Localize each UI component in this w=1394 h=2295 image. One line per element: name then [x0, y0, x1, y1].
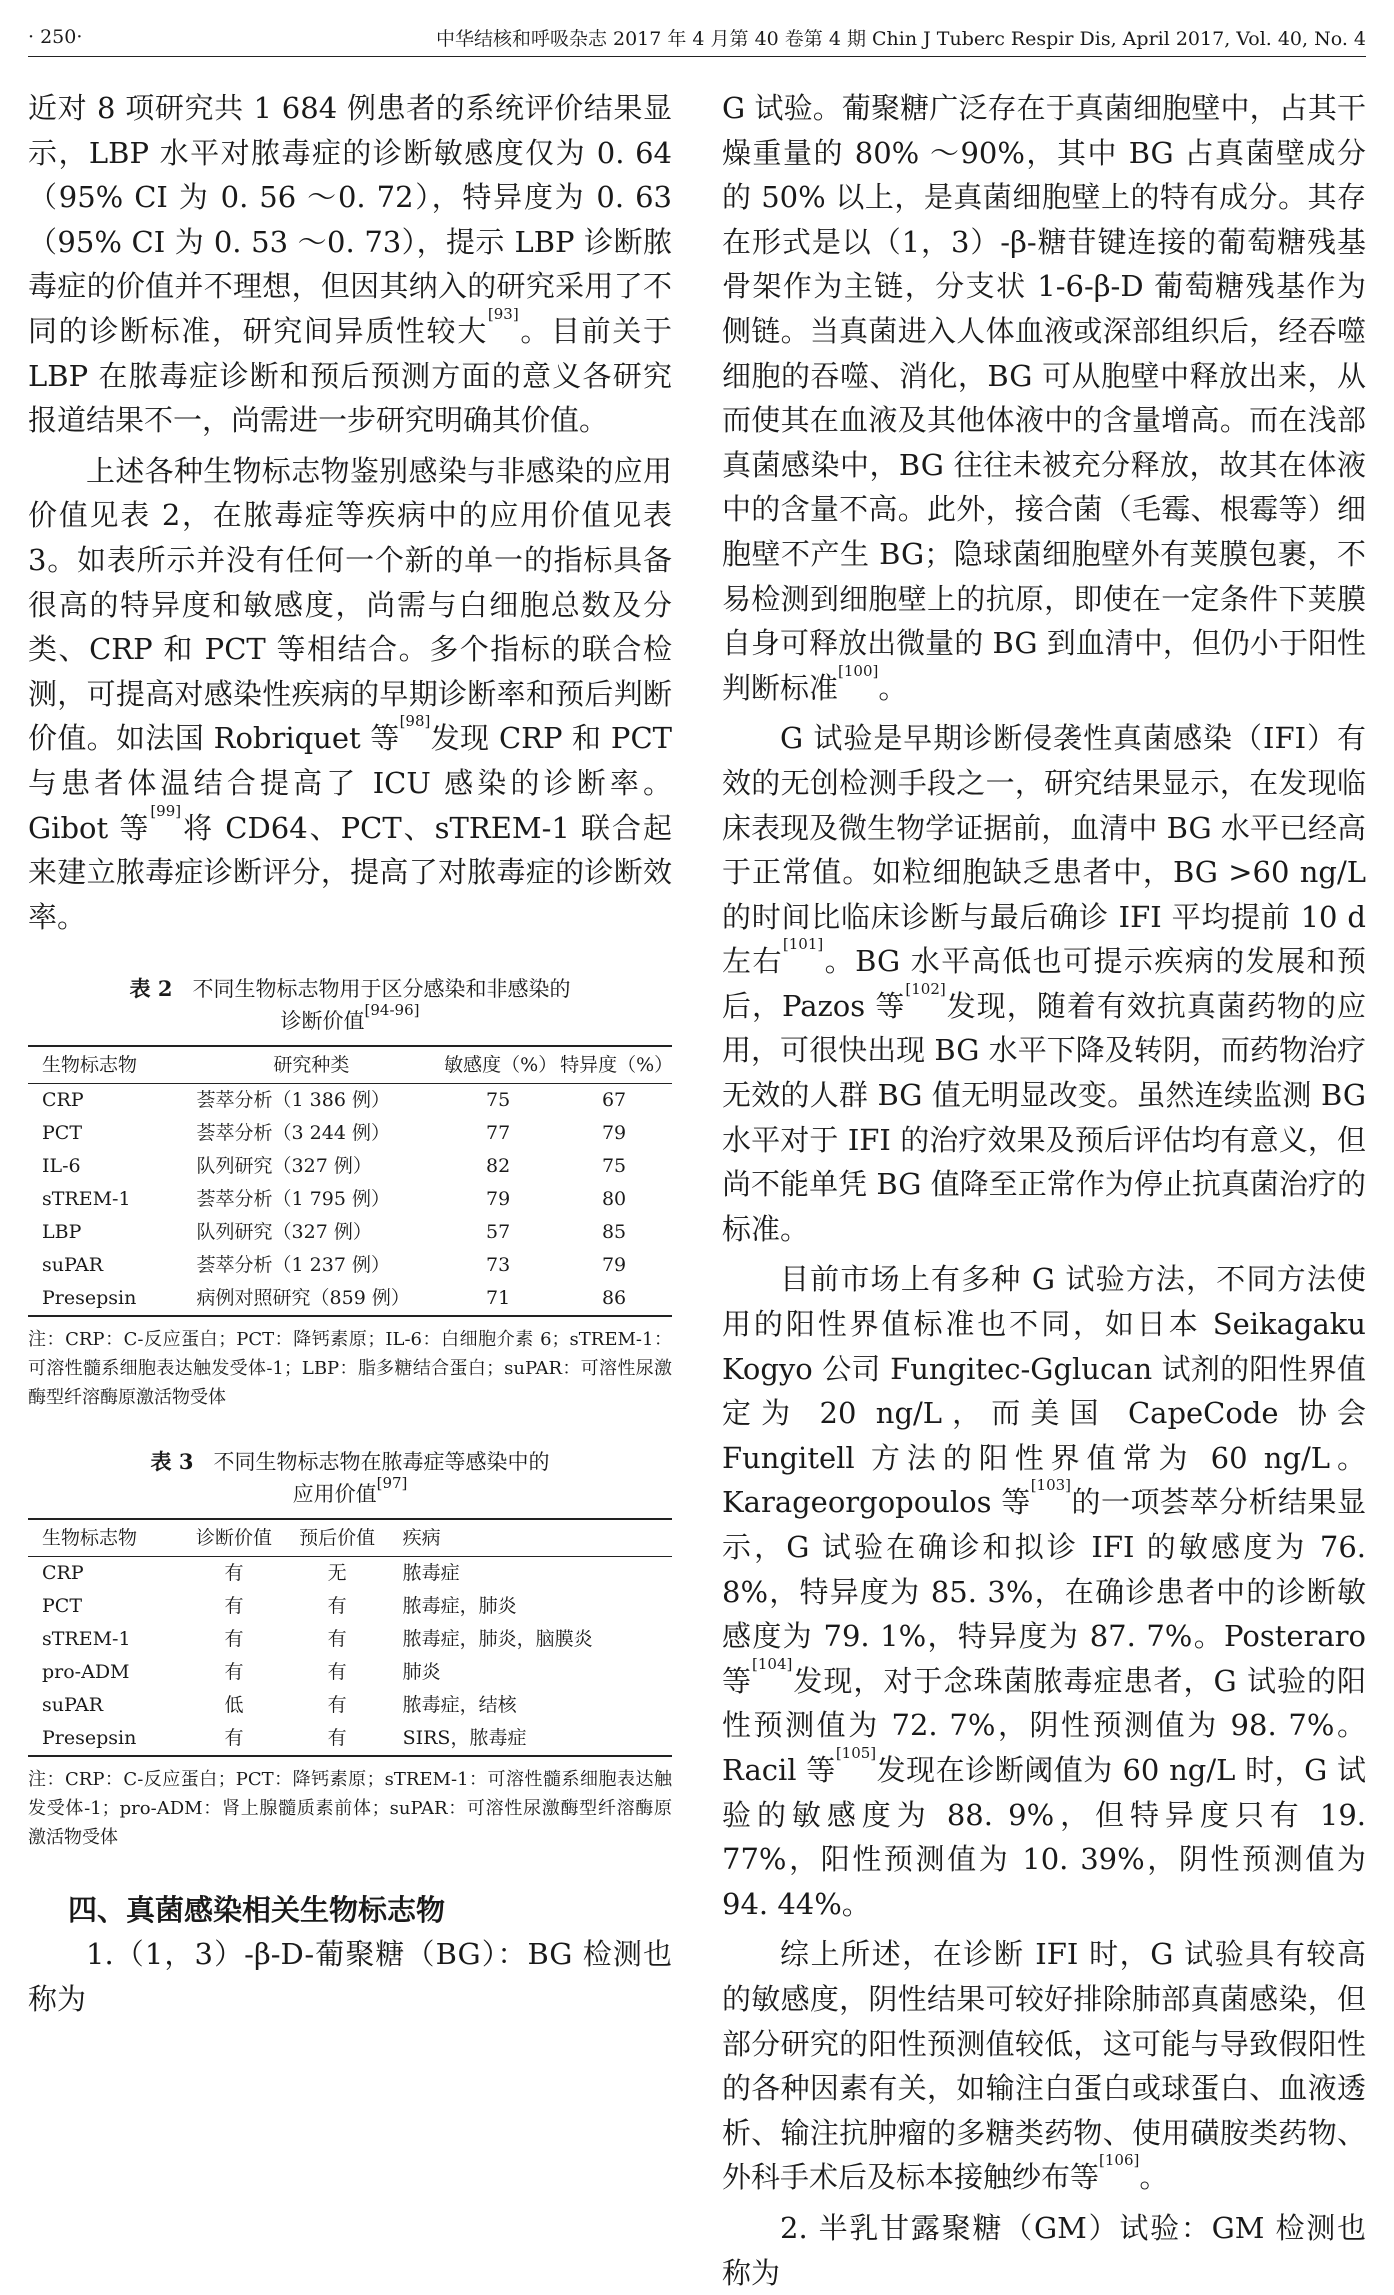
- table-cell: PCT: [42, 1122, 82, 1145]
- table-row: [28, 1183, 672, 1216]
- table-row: [28, 1249, 672, 1282]
- page-number: · 250·: [28, 26, 83, 48]
- citation-ref[interactable]: [99]: [150, 801, 182, 820]
- table-cell: 脓毒症，肺炎: [402, 1595, 517, 1618]
- table2-caption: [28, 973, 672, 1037]
- citation-ref[interactable]: [93]: [487, 304, 519, 323]
- table-row: [28, 1590, 672, 1623]
- table-cell: sTREM-1: [42, 1188, 131, 1211]
- table-cell: 79: [601, 1254, 627, 1277]
- citation-ref[interactable]: [94-96]: [364, 1001, 420, 1020]
- column-header: 敏感度（%）: [440, 1046, 556, 1084]
- table-cell: CRP: [42, 1089, 84, 1112]
- table2-label: 表 2: [129, 976, 173, 1002]
- table-row: [28, 1557, 672, 1591]
- table-cell: 85: [601, 1221, 627, 1244]
- table-row: [28, 1282, 672, 1316]
- table3-title: 不同生物标志物在脓毒症等感染中的: [213, 1450, 550, 1475]
- left-column: [28, 86, 672, 2021]
- table-cell: 荟萃分析（1 795 例）: [196, 1188, 390, 1211]
- table2-title-cont: 诊断价值: [280, 1009, 365, 1034]
- table-cell: 荟萃分析（1 237 例）: [196, 1254, 390, 1277]
- table2-title: 不同生物标志物用于区分感染和非感染的: [192, 977, 571, 1002]
- table-cell: 有: [327, 1628, 347, 1651]
- table-cell: 57: [486, 1221, 511, 1244]
- table-cell: 队列研究（327 例）: [196, 1155, 372, 1178]
- column-header: 疾病: [389, 1519, 672, 1557]
- table-cell: sTREM-1: [42, 1628, 131, 1651]
- table-row: [28, 1689, 672, 1722]
- table-cell: 79: [486, 1188, 511, 1211]
- table-cell: 有: [224, 1562, 244, 1585]
- journal-citation: 中华结核和呼吸杂志 2017 年 4 月第 40 卷第 4 期 Chin J Tuberc Respir Dis, April 2017, Vol. 40, No. 4: [435, 27, 1366, 50]
- paragraph: 上述各种生物标志物鉴别感染与非感染的应用价值见表 2，在脓毒症等疾病中的应用价值见表 3。如表所示并没有任何一个新的单一的指标具备很高的特异度和敏感度，尚需与白细胞总数及分类、CRP 和 PCT 等相结合。多个指标的联合检测，可提高对感染性疾病的早期诊断率和预后判断价值。如法国 Robriquet 等[98]发现 CRP 和 PCT 与患者体温结合提高了 ICU 感染的诊断率。Gibot 等[99]将 CD64、PCT、sTREM-1 联合起来建立脓毒症诊断评分，提高了对脓毒症的诊断效率。: [28, 453, 673, 934]
- table-cell: 73: [486, 1254, 511, 1277]
- paragraph: 1.（1，3）-β-D-葡聚糖（BG）：BG 检测也称为: [28, 1937, 672, 2016]
- table-cell: 86: [556, 1282, 672, 1316]
- citation-ref[interactable]: [97]: [376, 1474, 408, 1493]
- paragraph: 2. 半乳甘露聚糖（GM）试验：GM 检测也称为: [722, 2210, 1366, 2290]
- citation-ref[interactable]: [103]: [1030, 1476, 1072, 1495]
- table-cell: 有: [327, 1694, 347, 1717]
- table-cell: Presepsin: [28, 1722, 183, 1756]
- table3-label: 表 3: [150, 1449, 194, 1475]
- paragraph: G 试验。葡聚糖广泛存在于真菌细胞壁中，占其干燥重量的 80% ～90%，其中 BG 占真菌壁成分的 50% 以上，是真菌细胞壁上的特有成分。其存在形式是以（1，3）-β-糖苷键连接的葡萄糖残基骨架作为主链，分支状 1-6-β-D 葡萄糖残基作为侧链。当真菌进入人体血液或深部组织后，经吞噬细胞的吞噬、消化，BG 可从胞壁中释放出来，从而使其在血液及其他体液中的含量增高。而在浅部真菌感染中，BG 往往未被充分释放，故其在体液中的含量不高。此外，接合菌（毛霉、根霉等）细胞壁不产生 BG；隐球菌细胞壁外有荚膜包裹，不易检测到细胞壁上的抗原，即使在一定条件下荚膜自身可释放出微量的 BG 到血清中，但仍小于阳性判断标准[100]。: [722, 91, 1366, 705]
- table-cell: 75: [486, 1089, 511, 1112]
- table-cell: 77: [486, 1122, 511, 1145]
- table3: [28, 1518, 672, 1757]
- table-header-row: [28, 1046, 672, 1084]
- right-column: [722, 86, 1366, 2295]
- table-cell: 82: [486, 1155, 511, 1178]
- citation-ref[interactable]: [101]: [782, 935, 824, 954]
- table3-caption: [28, 1446, 672, 1510]
- table-cell: PCT: [42, 1595, 82, 1618]
- table-cell: 有: [327, 1595, 347, 1618]
- citation-ref[interactable]: [102]: [905, 979, 946, 998]
- table-cell: 脓毒症，结核: [402, 1694, 517, 1717]
- paragraph: 近对 8 项研究共 1 684 例患者的系统评价结果显示，LBP 水平对脓毒症的诊断敏感度仅为 0. 64（95% CI 为 0. 56 ～0. 72），特异度为 0. 63（95% CI 为 0. 53 ～0. 73），提示 LBP 诊断脓毒症的价值并不理想，但因其纳入的研究采用了不同的诊断标准，研究间异质性较大[93]。目前关于 LBP 在脓毒症诊断和预后预测方面的意义各研究报道结果不一，尚需进一步研究明确其价值。: [28, 91, 672, 438]
- table-cell: suPAR: [42, 1694, 104, 1717]
- column-header: 诊断价值: [183, 1519, 286, 1557]
- section-heading: 四、真菌感染相关生物标志物: [68, 1893, 446, 1928]
- table-row: [28, 1722, 672, 1756]
- paragraph: 综上所述，在诊断 IFI 时，G 试验具有较高的敏感度，阴性结果可较好排除肺部真菌感染，但部分研究的阳性预测值较低，这可能与导致假阳性的各种因素有关，如输注白蛋白或球蛋白、血液透析、输注抗肿瘤的多糖类药物、使用磺胺类药物、外科手术后及标本接触纱布等[106]。: [722, 1937, 1366, 2195]
- citation-ref[interactable]: [105]: [835, 1743, 877, 1762]
- table-cell: 71: [440, 1282, 556, 1316]
- table-row: [28, 1084, 672, 1118]
- citation-ref[interactable]: [106]: [1099, 2151, 1140, 2170]
- table-row: [28, 1623, 672, 1656]
- table3-title-cont: 应用价值: [292, 1482, 377, 1507]
- paragraph: 目前市场上有多种 G 试验方法，不同方法使用的阳性界值标准也不同，如日本 Seikagaku Kogyo 公司 Fungitec-Gglucan 试剂的阳性界值定为 20 ng/L，而美国 CapeCode 协会 Fungitell 方法的阳性界值常为 60 ng/L。Karageorgopoulos 等[103]的一项荟萃分析结果显示，G 试验在确诊和拟诊 IFI 的敏感度为 76. 8%，特异度为 85. 3%，在确诊患者中的诊断敏感度为 79. 1%，特异度为 87. 7%。Posteraro 等[104]发现，对于念珠菌脓毒症患者，G 试验的阳性预测值为 72. 7%，阴性预测值为 98. 7%。Racil 等[105]发现在诊断阈值为 60 ng/L 时，G 试验的敏感度为 88. 9%，但特异度只有 19. 77%，阳性预测值为 10. 39%，阴性预测值为 94. 44%。: [722, 1262, 1366, 1921]
- citation-ref[interactable]: [98]: [399, 712, 431, 731]
- paragraph: G 试验是早期诊断侵袭性真菌感染（IFI）有效的无创检测手段之一，研究结果显示，在发现临床表现及微生物学证据前，血清中 BG 水平已经高于正常值。如粒细胞缺乏患者中，BG >60 ng/L 的时间比临床诊断与最后确诊 IFI 平均提前 10 d 左右[101]。BG 水平高低也可提示疾病的发展和预后，Pazos 等[102]发现，随着有效抗真菌药物的应用，可很快出现 BG 水平下降及转阴，而药物治疗无效的人群 BG 值无明显改变。虽然连续监测 BG 水平对于 IFI 的治疗效果及预后评估均有意义，但尚不能单凭 BG 值降至正常作为停止抗真菌治疗的标准。: [722, 721, 1366, 1246]
- table-cell: 有: [183, 1722, 286, 1756]
- table3-note: 注：CRP：C-反应蛋白；PCT：降钙素原；sTREM-1：可溶性髓系细胞表达触发受体-1；pro-ADM：肾上腺髓质素前体；suPAR：可溶性尿激酶型纤溶酶原激活物受体: [28, 1769, 672, 1849]
- table-cell: CRP: [42, 1562, 84, 1585]
- column-header: 生物标志物: [28, 1519, 183, 1557]
- table-cell: 荟萃分析（1 386 例）: [196, 1089, 390, 1112]
- table-cell: 有: [224, 1595, 244, 1618]
- table-row: [28, 1150, 672, 1183]
- table-cell: 脓毒症: [402, 1562, 460, 1585]
- table-cell: 有: [224, 1628, 244, 1651]
- citation-ref[interactable]: [100]: [838, 661, 879, 680]
- column-header: 研究种类: [183, 1046, 441, 1084]
- table-cell: 75: [601, 1155, 627, 1178]
- table-cell: 脓毒症，肺炎，脑膜炎: [402, 1628, 593, 1651]
- table2-note: 注：CRP：C-反应蛋白；PCT：降钙素原；IL-6：白细胞介素 6；sTREM-1：可溶性髓系细胞表达触发受体-1；LBP：脂多糖结合蛋白；suPAR：可溶性尿激酶型纤溶酶原激活物受体: [28, 1329, 672, 1409]
- table-cell: 肺炎: [402, 1661, 441, 1684]
- table-row: [28, 1656, 672, 1689]
- table-cell: IL-6: [42, 1155, 81, 1178]
- citation-ref[interactable]: [104]: [752, 1654, 793, 1673]
- table-cell: 80: [601, 1188, 627, 1211]
- table-cell: 有: [327, 1661, 347, 1684]
- column-header: 生物标志物: [28, 1046, 183, 1084]
- header-rule: [28, 56, 1366, 57]
- table-cell: 67: [601, 1089, 627, 1112]
- table-cell: suPAR: [42, 1254, 104, 1277]
- table-row: [28, 1216, 672, 1249]
- table-cell: LBP: [42, 1221, 82, 1244]
- table-cell: Presepsin: [28, 1282, 183, 1316]
- table-cell: 有: [224, 1661, 244, 1684]
- table-cell: 低: [224, 1694, 244, 1717]
- table-cell: 荟萃分析（3 244 例）: [196, 1122, 390, 1145]
- table-cell: 病例对照研究（859 例）: [183, 1282, 441, 1316]
- table-cell: pro-ADM: [42, 1661, 130, 1684]
- running-header: [28, 22, 1366, 52]
- column-header: 预后价值: [286, 1519, 389, 1557]
- column-header: 特异度（%）: [556, 1046, 672, 1084]
- table-cell: SIRS，脓毒症: [389, 1722, 672, 1756]
- table-cell: 无: [327, 1562, 347, 1585]
- table-cell: 队列研究（327 例）: [196, 1221, 372, 1244]
- table-row: [28, 1117, 672, 1150]
- table-header-row: [28, 1519, 672, 1557]
- table2: [28, 1045, 672, 1317]
- table-cell: 79: [601, 1122, 627, 1145]
- table-cell: 有: [286, 1722, 389, 1756]
